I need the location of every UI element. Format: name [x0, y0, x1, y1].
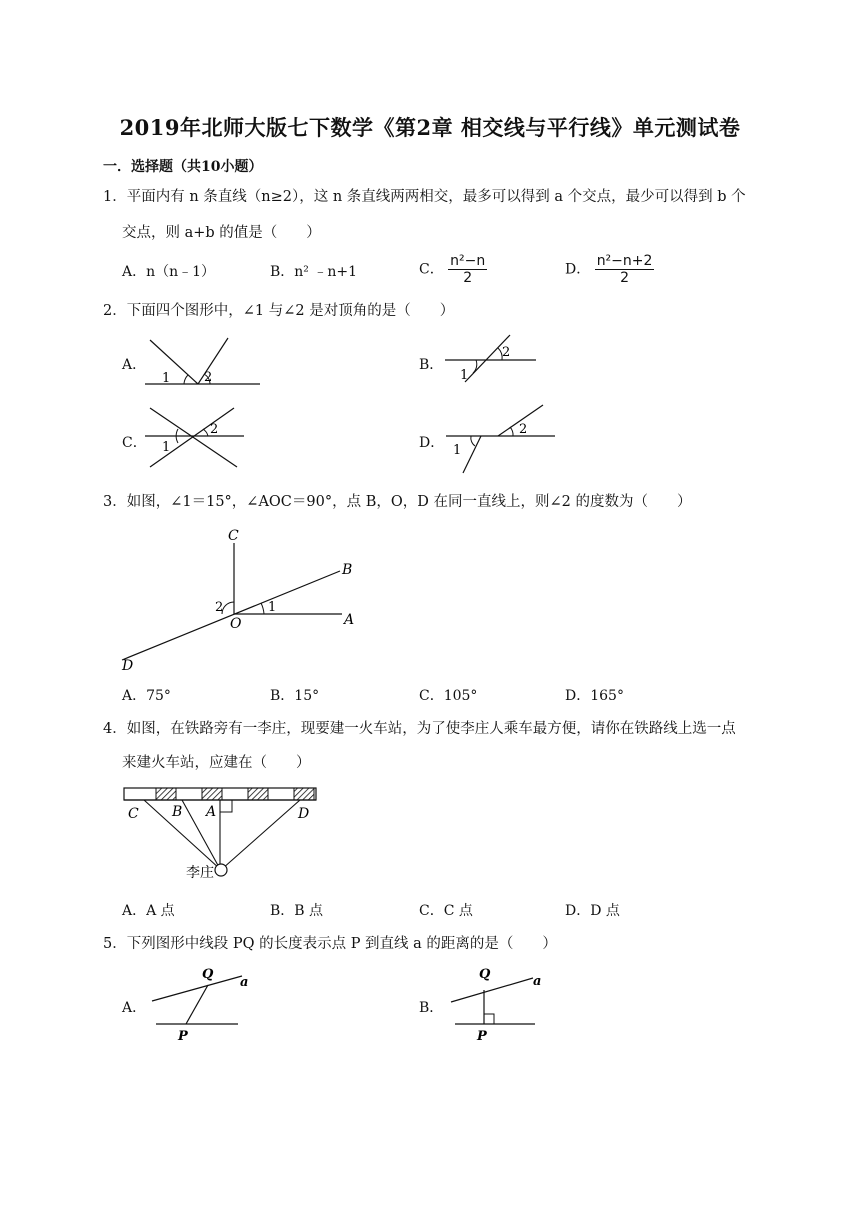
question-2-figure-c: [142, 405, 247, 470]
question-2-text: 2．下面四个图形中，∠1 与∠2 是对顶角的是（ ）: [103, 303, 455, 319]
point-label-a: A: [344, 612, 355, 628]
angle-label-2: 2: [215, 600, 224, 615]
line-label-a: a: [533, 974, 542, 989]
point-label-a: A: [206, 804, 217, 820]
question-3-text: 3．如图，∠1＝15°，∠AOC＝90°，点 B，O，D 在同一直线上，则∠2 的度数为（ ）: [103, 494, 692, 510]
option-c-label: C．: [419, 261, 444, 278]
question-2-label-c: C．: [122, 435, 147, 451]
question-1-line-1: 1．平面内有 n 条直线（n≥2），这 n 条直线两两相交，最多可以得到 a 个交点，最少可以得到 b 个: [103, 189, 746, 205]
option-d-denominator: 2: [620, 270, 630, 286]
question-4-option-c: C．C 点: [419, 903, 473, 919]
question-3-option-c: C．105°: [419, 688, 478, 704]
question-2-figure-b: [440, 330, 540, 385]
option-c-denominator: 2: [463, 270, 473, 286]
page-title: 2019年北师大版七下数学《第2章 相交线与平行线》单元测试卷: [119, 115, 741, 140]
point-label-b: B: [172, 804, 183, 820]
option-d-numerator: n²−n+2: [596, 253, 653, 269]
point-label-o: O: [230, 616, 242, 632]
question-3-option-d: D．165°: [565, 688, 624, 704]
question-4-line-2: 来建火车站，应建在（ ）: [122, 755, 311, 771]
angle-label-1: 1: [460, 368, 469, 383]
point-label-c: C: [228, 528, 239, 544]
question-4-option-a: A．A 点: [122, 903, 175, 919]
point-label-p: P: [178, 1029, 188, 1044]
question-4-line-1: 4．如图，在铁路旁有一李庄，现要建一火车站，为了使李庄人乘车最方便，请你在铁路线上选一点: [103, 721, 736, 737]
angle-label-2: 2: [210, 422, 219, 437]
point-label-c: C: [128, 806, 139, 822]
option-c-fraction: [448, 253, 487, 286]
question-2-label-a: A．: [122, 357, 147, 373]
question-5-label-a: A．: [122, 1000, 147, 1016]
section-heading: 一．选择题（共10小题）: [103, 159, 263, 175]
point-label-d: D: [298, 806, 310, 822]
question-5-figure-a: [148, 962, 258, 1042]
option-c-numerator: n²−n: [450, 253, 486, 269]
question-4-option-d: D．D 点: [565, 903, 620, 919]
question-1-option-a: A．n（n﹣1）: [122, 264, 216, 280]
point-label-b: B: [342, 562, 353, 578]
question-4-option-b: B．B 点: [270, 903, 324, 919]
point-label-p: P: [477, 1029, 487, 1044]
point-label-d: D: [122, 658, 134, 674]
question-5-text: 5．下列图形中线段 PQ 的长度表示点 P 到直线 a 的距离的是（ ）: [103, 936, 557, 952]
angle-label-1: 1: [162, 371, 171, 386]
angle-label-2: 2: [502, 345, 511, 360]
angle-label-1: 1: [162, 440, 171, 455]
question-1-option-b: B．n² ﹣n+1: [270, 264, 358, 280]
angle-label-2: 2: [204, 370, 213, 385]
question-2-figure-a: [140, 335, 260, 390]
option-d-fraction: [595, 253, 655, 286]
question-2-label-d: D．: [419, 435, 445, 451]
question-4-figure: [120, 784, 320, 884]
point-label-q: Q: [202, 967, 214, 982]
question-1-option-d: [565, 253, 654, 286]
question-5-label-b: B．: [419, 1000, 444, 1016]
question-2-label-b: B．: [419, 357, 444, 373]
question-3-option-a: A．75°: [122, 688, 171, 704]
question-2-figure-d: [443, 405, 558, 475]
angle-label-1: 1: [268, 600, 277, 615]
question-3-option-b: B．15°: [270, 688, 320, 704]
line-label-a: a: [240, 975, 249, 990]
option-d-label: D．: [565, 261, 591, 278]
question-1-option-c: [419, 253, 487, 286]
question-5-figure-b: [447, 962, 557, 1042]
question-3-figure: [118, 525, 358, 673]
angle-label-2: 2: [519, 422, 528, 437]
angle-label-1: 1: [453, 443, 462, 458]
question-1-line-2: 交点，则 a+b 的值是（ ）: [122, 225, 321, 241]
point-label-q: Q: [479, 967, 491, 982]
village-label: 李庄: [186, 865, 214, 881]
